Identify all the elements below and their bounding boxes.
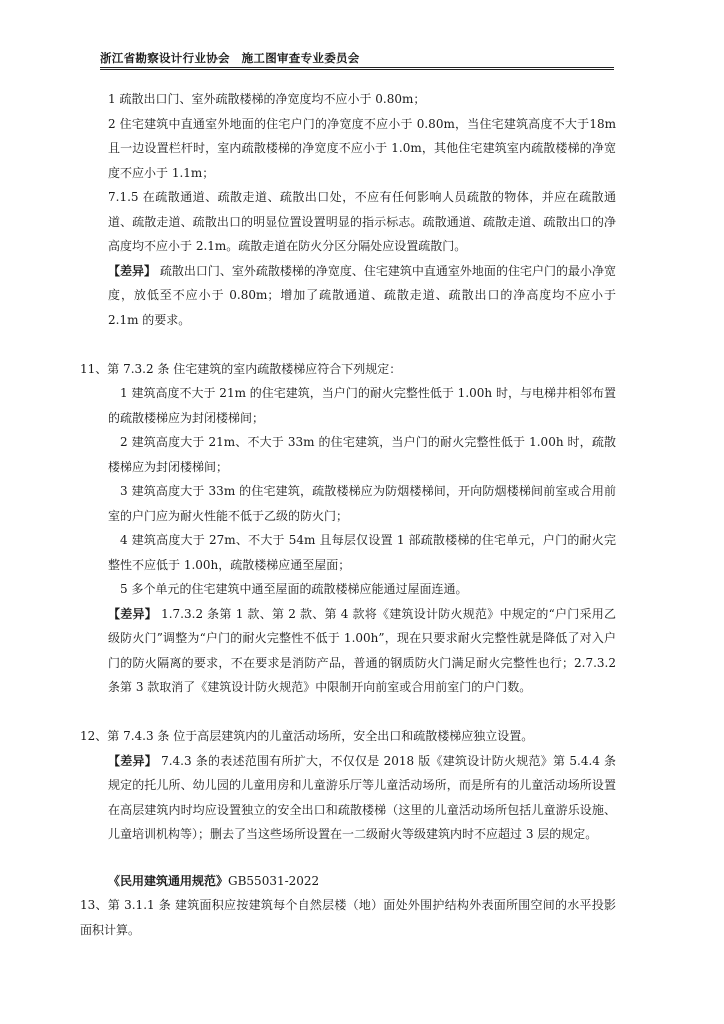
item-11-clause-1: 1 建筑高度不大于 21m 的住宅建筑，当户门的耐火完整性低于 1.00h 时，与电梯井相邻布置的疏散楼梯应为封闭楼梯间；: [108, 386, 616, 425]
header-rule-double: [100, 69, 614, 70]
standard-title: [108, 869, 616, 894]
difference-note-10: [108, 259, 616, 333]
difference-label: 【差异】: [108, 263, 157, 278]
difference-note-12: [108, 749, 616, 847]
item-11-heading: 11、第 7.3.2 条 住宅建筑的室内疏散楼梯应符合下列规定：: [80, 361, 402, 376]
header-rule: [100, 67, 614, 68]
difference-text: 7.4.3 条的表述范围有所扩大，不仅仅是 2018 版《建筑设计防火规范》第 5.4.4 条规定的托儿所、幼儿园的儿童用房和儿童游乐厅等儿童活动场所，而是所有的儿童活动场所设置在高层建筑内时均应设置独立的安全出口和疏散楼梯（这里的儿童活动场所包括儿童游乐设施、儿童培训机构等）；删去了当这些场所设置在一二级耐火等级建筑内时不应超过 3 层的规定。: [108, 753, 616, 841]
item-12-heading: 12、第 7.4.3 条 位于高层建筑内的儿童活动场所，安全出口和疏散楼梯应独立设置。: [80, 729, 534, 743]
difference-label: 【差异】: [108, 606, 158, 621]
item-11-clause-3: 3 建筑高度大于 33m 的住宅建筑，疏散楼梯应为防烟楼梯间，开向防烟楼梯间前室或合用前室的户门应为耐火性能不低于乙级的防火门；: [108, 484, 616, 523]
difference-note-11: [108, 602, 616, 700]
standard-name: 《民用建筑通用规范》: [108, 873, 229, 888]
clause-item-2: 2 住宅建筑中直通室外地面的住宅户门的净宽度不应小于 0.80m，当住宅建筑高度不大于18m且一边设置栏杆时，室内疏散楼梯的净宽度不应小于 1.0m，其他住宅建筑室内疏散楼梯的净宽度不应小于 1.1m；: [108, 116, 616, 180]
page-header: 浙江省勘察设计行业协会 施工图审查专业委员会: [100, 51, 360, 65]
clause-7-1-5: 7.1.5 在疏散通道、疏散走道、疏散出口处，不应有任何影响人员疏散的物体，并应在疏散通道、疏散走道、疏散出口的明显位置设置明显的指示标志。疏散通道、疏散走道、疏散出口的净高度均不应小于 2.1m。疏散走道在防火分区分隔处应设置疏散门。: [108, 190, 616, 253]
standard-code: GB55031-2022: [228, 873, 320, 888]
clause-item-1: 1 疏散出口门、室外疏散楼梯的净宽度均不应小于 0.80m；: [108, 92, 426, 106]
difference-text: 1.7.3.2 条第 1 款、第 2 款、第 4 款将《建筑设计防火规范》中规定的“户门采用乙级防火门”调整为“户门的耐火完整性不低于 1.00h”，现在只要求耐火完整性就是降低了对入户门的防火隔离的要求，不在要求是消防产品，普通的钢质防火门满足耐火完整性也行；2.7.3.2 条第 3 款取消了《建筑设计防火规范》中限制开向前室或合用前室门的户门数。: [108, 606, 616, 694]
difference-label: 【差异】: [108, 753, 158, 768]
item-13-heading: 13、第 3.1.1 条 建筑面积应按建筑每个自然层楼（地）面处外围护结构外表面所围空间的水平投影面积计算。: [80, 898, 616, 937]
item-11-clause-5: 5 多个单元的住宅建筑中通至屋面的疏散楼梯应能通过屋面连通。: [120, 582, 468, 596]
item-11-clause-2: 2 建筑高度大于 21m、不大于 33m 的住宅建筑，当户门的耐火完整性低于 1.00h 时，疏散楼梯应为封闭楼梯间；: [108, 435, 616, 474]
document-body: [80, 87, 616, 942]
item-11-clause-4: 4 建筑高度大于 27m、不大于 54m 且每层仅设置 1 部疏散楼梯的住宅单元，户门的耐火完整性不应低于 1.00h，疏散楼梯应通至屋面；: [108, 533, 616, 572]
difference-text: 疏散出口门、室外疏散楼梯的净宽度、住宅建筑中直通室外地面的住宅户门的最小净宽度，放低至不应小于 0.80m；增加了疏散通道、疏散走道、疏散出口的净高度均不应小于 2.1m 的要求。: [108, 263, 616, 327]
